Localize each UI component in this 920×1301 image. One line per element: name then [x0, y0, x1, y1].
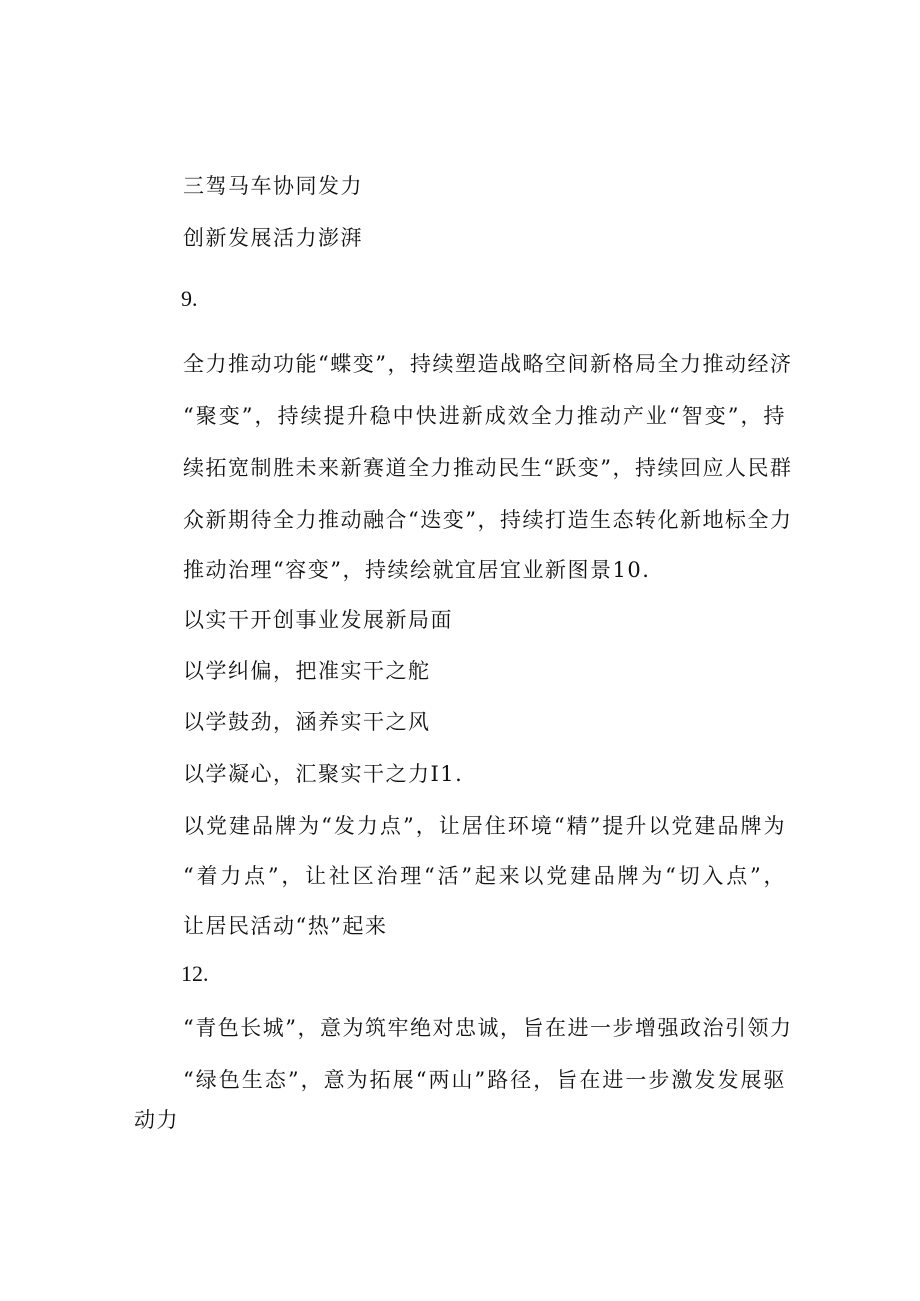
paragraph-line: 让居民活动“热”起来 [183, 914, 388, 938]
item-number-12: 12. [181, 961, 209, 986]
heading-line-1: 三驾马车协同发力 [183, 174, 363, 198]
item-number-9: 9. [181, 286, 198, 311]
list-line: 以实干开创事业发展新局面 [183, 608, 453, 632]
paragraph-line: 推动治理“容变”，持续绘就宜居宜业新图景10. [183, 558, 651, 582]
paragraph-line: “青色长城”，意为筑牢绝对忠诚，旨在进一步增强政治引领力 [183, 1016, 793, 1040]
paragraph-line: “绿色生态”，意为拓展“两山”路径，旨在进一步激发发展驱 [183, 1068, 786, 1092]
heading-line-2: 创新发展活力澎湃 [183, 226, 363, 250]
paragraph-line: 以党建品牌为“发力点”，让居住环境“精”提升以党建品牌为 [183, 814, 786, 838]
paragraph-line: 续拓宽制胜未来新赛道全力推动民生“跃变”，持续回应人民群 [183, 456, 793, 480]
paragraph-line: “聚变”，持续提升稳中快进新成效全力推动产业“智变”，持 [183, 404, 786, 428]
paragraph-line: 动力 [134, 1108, 179, 1132]
list-line: 以学纠偏，把准实干之舵 [183, 659, 431, 683]
paragraph-line: 全力推动功能“蝶变”，持续塑造战略空间新格局全力推动经济 [183, 352, 793, 376]
paragraph-line: “着力点”，让社区治理“活”起来以党建品牌为“切入点”， [183, 864, 786, 888]
list-line: 以学鼓劲，涵养实干之风 [183, 710, 431, 734]
list-line: 以学凝心，汇聚实干之力I1. [183, 762, 464, 786]
paragraph-line: 众新期待全力推动融合“迭变”，持续打造生态转化新地标全力 [183, 508, 793, 532]
